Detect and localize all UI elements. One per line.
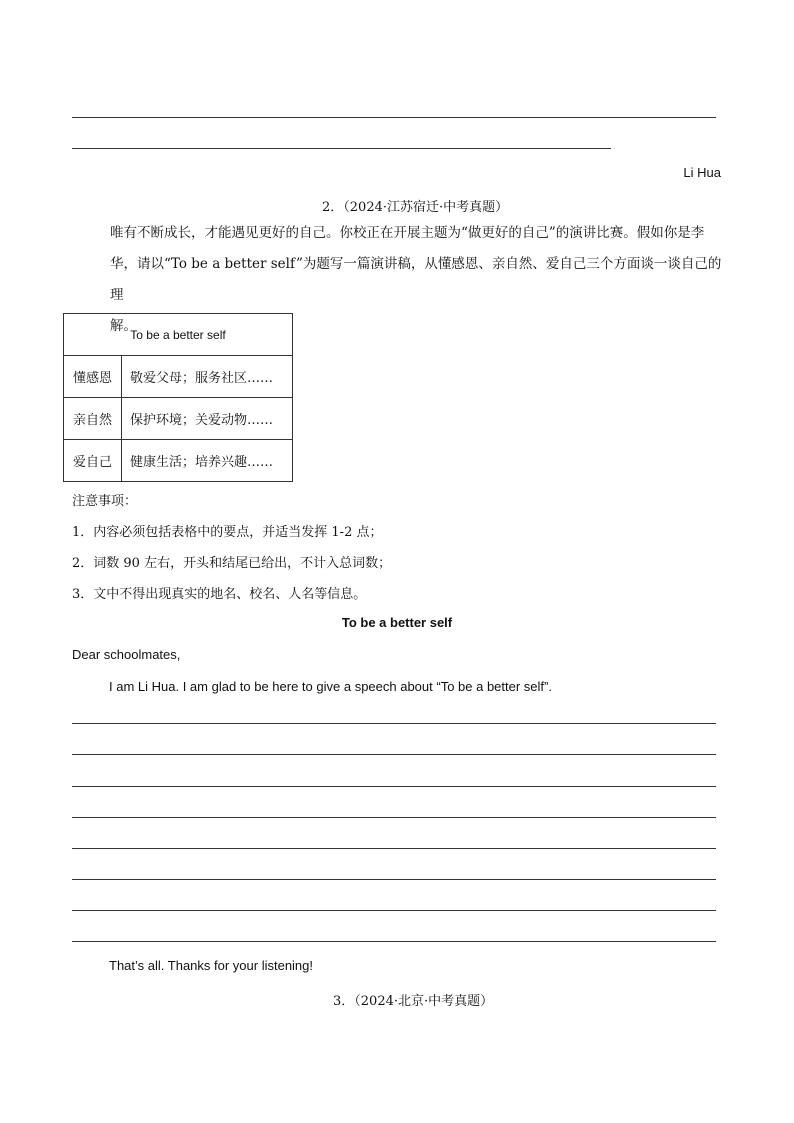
table-row xyxy=(64,356,293,398)
note-item: 3．文中不得出现真实的地名、校名、人名等信息。 xyxy=(72,587,367,602)
points-table xyxy=(63,313,293,482)
writing-line xyxy=(72,723,716,724)
closing-sentence: That’s all. Thanks for your listening! xyxy=(109,958,314,973)
prompt-line: 唯有不断成长，才能遇见更好的自己。你校正在开展主题为“做更好的自己”的演讲比赛。假如你是李 xyxy=(110,225,705,241)
writing-line xyxy=(72,754,716,755)
writing-line xyxy=(72,941,716,942)
answer-line xyxy=(72,117,716,118)
table-header: To be a better self xyxy=(64,314,293,356)
writing-line xyxy=(72,910,716,911)
table-row xyxy=(64,398,293,440)
row-value: 敬爱父母；服务社区…… xyxy=(122,356,293,398)
row-key: 懂感恩 xyxy=(64,356,122,398)
question-2-heading: 2．（2024·江苏宿迁·中考真题） xyxy=(322,200,509,215)
prompt-line: 华，请以“To be a better self”为题写一篇演讲稿，从懂感恩、亲自然、爱自己三个方面谈一谈自己的理 xyxy=(110,256,722,303)
prompt-line: 解。 xyxy=(110,318,137,334)
opening-sentence: I am Li Hua. I am glad to be here to give a speech about “To be a better self”. xyxy=(109,679,552,694)
essay-title: To be a better self xyxy=(341,615,453,630)
note-item: 1．内容必须包括表格中的要点，并适当发挥 1-2 点； xyxy=(72,525,383,540)
writing-line xyxy=(72,879,716,880)
greeting: Dear schoolmates, xyxy=(72,647,181,662)
writing-line xyxy=(72,848,716,849)
row-key: 亲自然 xyxy=(64,398,122,440)
writing-line xyxy=(72,786,716,787)
answer-line xyxy=(72,148,611,149)
row-value: 保护环境；关爱动物…… xyxy=(122,398,293,440)
row-key: 爱自己 xyxy=(64,440,122,482)
signature: Li Hua xyxy=(683,165,721,180)
row-value: 健康生活；培养兴趣…… xyxy=(122,440,293,482)
table-row xyxy=(64,440,293,482)
notes-title: 注意事项： xyxy=(72,494,138,509)
question-3-heading: 3．（2024·北京·中考真题） xyxy=(333,994,494,1009)
writing-line xyxy=(72,817,716,818)
note-item: 2．词数 90 左右，开头和结尾已给出，不计入总词数； xyxy=(72,556,392,571)
